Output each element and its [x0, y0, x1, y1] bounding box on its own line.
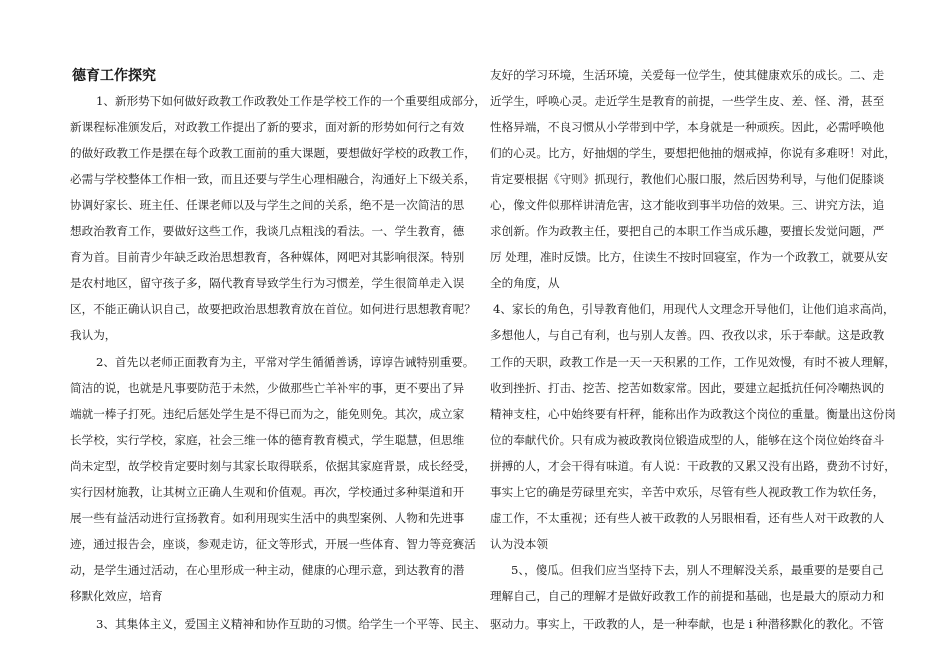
- text-line: 想政治教育工作，要做好这些工作，我谈几点粗浅的看法。一、学生教育，德: [70, 224, 465, 238]
- text-line: 厉 处理，准时反馈。比方，住读生不按时回寝室，作为一个政教工，就要从安: [490, 250, 888, 264]
- text-line: 多想他人，与自己有利，也与别人友善。四、孜孜以求，乐于奉献。这是政教: [490, 328, 885, 342]
- text-line: 协调好家长、班主任、任课老师以及与学生之间的关系，绝不是一次简洁的思: [70, 198, 465, 212]
- text-line: 5、，傻瓜。但我们应当坚持下去，别人不理解没关系，最重要的是要自己: [511, 563, 884, 577]
- text-line: 实行因材施教，让其树立正确人生观和价值观。再次，学校通过多种渠道和开: [70, 485, 465, 499]
- text-line: 事实上它的确是劳碌里充实，辛苦中欢乐，尽管有些人视政教工作为软任务，: [490, 485, 885, 499]
- text-line: 认为没本领: [490, 537, 548, 551]
- text-line: 求创新。作为政教主任，要把自己的本职工作当成乐趣，要擅长发觉问题，严: [490, 224, 885, 238]
- text-line: 肯定要根据《守则》抓现行，教他们心服口服，然后因势利导，与他们促膝谈: [490, 172, 885, 186]
- text-line: 近学生，呼唤心灵。走近学生是教育的前提，一些学生皮、差、怪、滑，甚至: [490, 94, 885, 108]
- text-line: 展一些有益活动进行宣扬教育。如利用现实生活中的典型案例、人物和先进事: [70, 511, 465, 525]
- text-line: 端就一棒子打死。违纪后惩处学生是不得已而为之，能免则免。其次，成立家: [70, 407, 465, 421]
- text-line: 是农村地区，留守孩子多，隔代教育导致学生行为习惯差，学生很简单走入误: [70, 276, 465, 290]
- text-line: 工作的天职，政教工作是一天一天积累的工作，工作见效慢，有时不被人理解，: [490, 355, 896, 369]
- text-line: 友好的学习环境，生活环境，关爱每一位学生，使其健康欢乐的成长。二、走: [490, 68, 885, 82]
- text-line: 迹，通过报告会，座谈，参观走访，征文等形式，开展一些体育、智力等竞赛活: [70, 537, 476, 551]
- text-line: 全的角度，从: [490, 276, 560, 290]
- text-line: 动，是学生通过活动，在心里形成一种主动，健康的心理示意，到达教育的潜: [70, 563, 465, 577]
- text-line: 1、新形势下如何做好政教工作政教处工作是学校工作的一个重要组成部分，: [96, 94, 486, 108]
- text-line: 区，不能正确认识自己，故要把政治思想教育放在首位。如何进行思想教育呢？: [70, 302, 476, 316]
- text-line: 的做好政教工作是摆在每个政教工面前的重大课题，要想做好学校的政教工作，: [70, 146, 476, 160]
- text-line: 必需与学校整体工作相一致，而且还要与学生心理相融合，沟通好上下级关系，: [70, 172, 476, 186]
- text-line: 2、首先以老师正面教育为主，平常对学生循循善诱，谆谆告诫特别重要。: [96, 355, 475, 369]
- text-line: 精神支柱，心中始终要有杆秤，能称出作为政教这个岗位的重量。衡量出这份岗: [490, 407, 896, 421]
- text-line: 尚未定型，故学校肯定要时刻与其家长取得联系，依据其家庭背景，成长经受，: [70, 459, 476, 473]
- text-line: 4、家长的角色，引导教育他们，用现代人文理念开导他们，让他们追求高尚，: [493, 302, 895, 316]
- document-title: 德育工作探究: [72, 68, 156, 84]
- text-line: 我认为，: [70, 328, 117, 342]
- text-line: 心，像文件似那样讲清危害，这才能收到事半功倍的效果。三、讲究方法，追: [490, 198, 885, 212]
- text-line: 驱动力。事实上，干政教的人，是一种奉献，也是 i 种潜移默化的教化。不管: [490, 617, 884, 631]
- text-line: 位的奉献代价。只有成为被政教岗位锻造成型的人，能够在这个岗位始终奋斗: [490, 433, 885, 447]
- text-line: 收到挫折、打击、挖苦、挖苦如数家常。因此，要建立起抵抗任何冷嘲热讽的: [490, 381, 885, 395]
- text-line: 简洁的说，也就是凡事要防范于未然，少做那些亡羊补牢的事，更不要出了异: [70, 381, 465, 395]
- text-line: 理解自己，自己的理解才是做好政教工作的前提和基础，也是最大的原动力和: [490, 589, 885, 603]
- text-line: 长学校，实行学校，家庭，社会三维一体的德育教育模式，学生聪慧，但思维: [70, 433, 465, 447]
- text-line: 育为首。目前青少年缺乏政治思想教育，各种媒体，网吧对其影响很深。特别: [70, 250, 465, 264]
- text-line: 虚工作，不太重视；还有些人被干政教的人另眼相看，还有些人对干政教的人: [490, 511, 885, 525]
- text-line: 性格异端，不良习惯从小学带到中学，本身就是一种顽疾。因此，必需呼唤他: [490, 120, 885, 134]
- text-line: 拼搏的人，才会干得有味道。有人说：干政教的又累又没有出路，费劲不讨好，: [490, 459, 896, 473]
- text-line: 新课程标准颁发后，对政教工作提出了新的要求，面对新的形势如何行之有效: [70, 120, 465, 134]
- text-line: 3、其集体主义，爱国主义精神和协作互助的习惯。给学生一个平等、民主、: [96, 617, 486, 631]
- text-line: 们的心灵。比方，好抽烟的学生，要想把他抽的烟戒掉，你说有多难呀！对此，: [490, 146, 896, 160]
- text-line: 移默化效应，培育: [70, 589, 163, 603]
